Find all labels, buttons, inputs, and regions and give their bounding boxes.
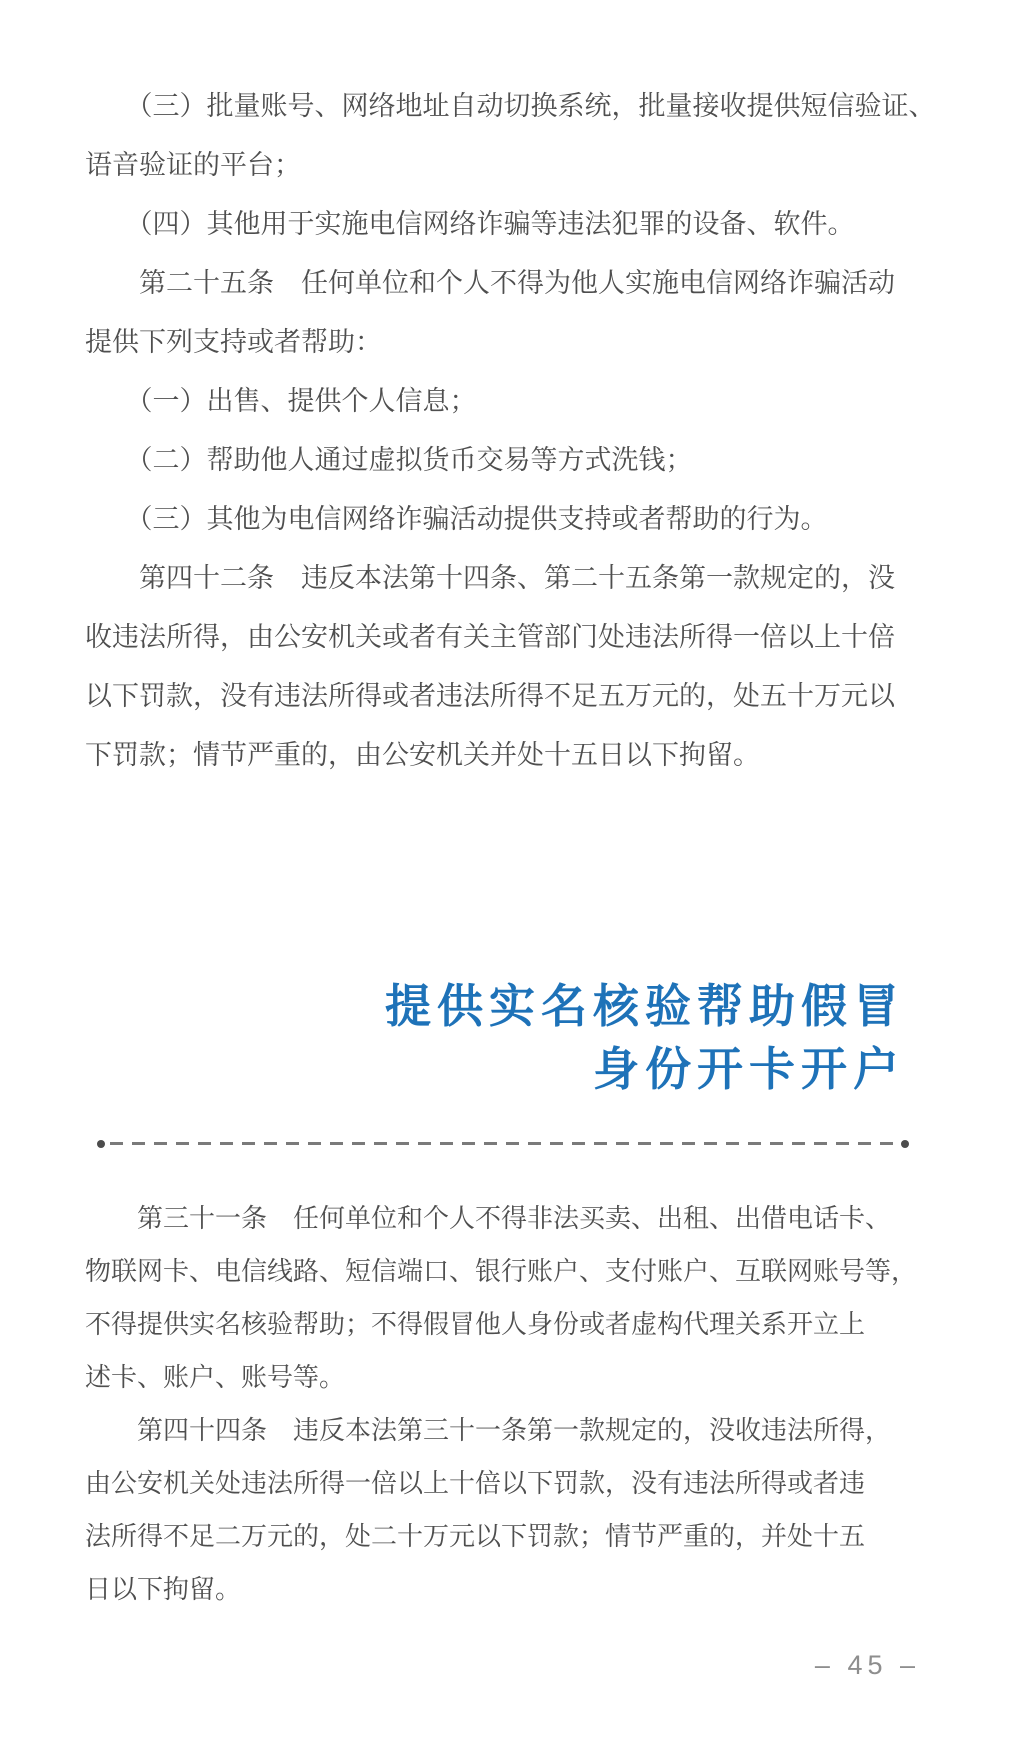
law-text-line: （三）其他为电信网络诈骗活动提供支持或者帮助的行为。: [85, 504, 828, 534]
law-text-line: 物联网卡、电信线路、短信端口、银行账户、支付账户、互联网账号等，: [85, 1256, 918, 1286]
law-text-line: 法所得不足二万元的，处二十万元以下罚款；情节严重的，并处十五: [85, 1521, 866, 1551]
law-text-line: 述卡、账户、账号等。: [85, 1362, 346, 1392]
page-number: – 45 –: [814, 1650, 920, 1680]
law-text-line: （一）出售、提供个人信息；: [85, 386, 477, 416]
chapter-heading-line2: 身份开卡开户: [593, 1043, 905, 1095]
law-text-line: 语音验证的平台；: [85, 150, 301, 180]
law-text-line: 第三十一条 任何单位和个人不得非法买卖、出租、出借电话卡、: [85, 1203, 892, 1233]
chapter-heading-line1: 提供实名核验帮助假冒: [385, 980, 905, 1032]
law-text-line: 日以下拘留。: [85, 1574, 242, 1604]
dashed-divider: [97, 1139, 909, 1148]
divider-right-dot: [901, 1140, 909, 1148]
law-text-line: 以下罚款，没有违法所得或者违法所得不足五万元的，处五十万元以: [85, 681, 895, 711]
divider-left-dot: [97, 1140, 105, 1148]
law-text-line: 提供下列支持或者帮助：: [85, 327, 382, 357]
law-text-line: （三）批量账号、网络地址自动切换系统，批量接收提供短信验证、: [85, 91, 936, 121]
law-text-line: 由公安机关处违法所得一倍以上十倍以下罚款，没有违法所得或者违: [85, 1468, 866, 1498]
law-text-line: 第二十五条 任何单位和个人不得为他人实施电信网络诈骗活动: [85, 268, 895, 298]
law-text-line: （二）帮助他人通过虚拟货币交易等方式洗钱；: [85, 445, 693, 475]
divider-dashes: [110, 1142, 896, 1145]
law-text-block-bottom: [85, 1192, 953, 1616]
law-text-line: 第四十四条 违反本法第三十一条第一款规定的，没收违法所得，: [85, 1415, 892, 1445]
law-text-line: 不得提供实名核验帮助；不得假冒他人身份或者虚构代理关系开立上: [85, 1309, 866, 1339]
law-text-line: 下罚款；情节严重的，由公安机关并处十五日以下拘留。: [85, 740, 760, 770]
law-text-block-top: [85, 77, 949, 785]
law-text-line: 收违法所得，由公安机关或者有关主管部门处违法所得一倍以上十倍: [85, 622, 895, 652]
law-text-line: 第四十二条 违反本法第十四条、第二十五条第一款规定的，没: [85, 563, 895, 593]
chapter-heading: [385, 975, 905, 1101]
law-text-line: （四）其他用于实施电信网络诈骗等违法犯罪的设备、软件。: [85, 209, 855, 239]
